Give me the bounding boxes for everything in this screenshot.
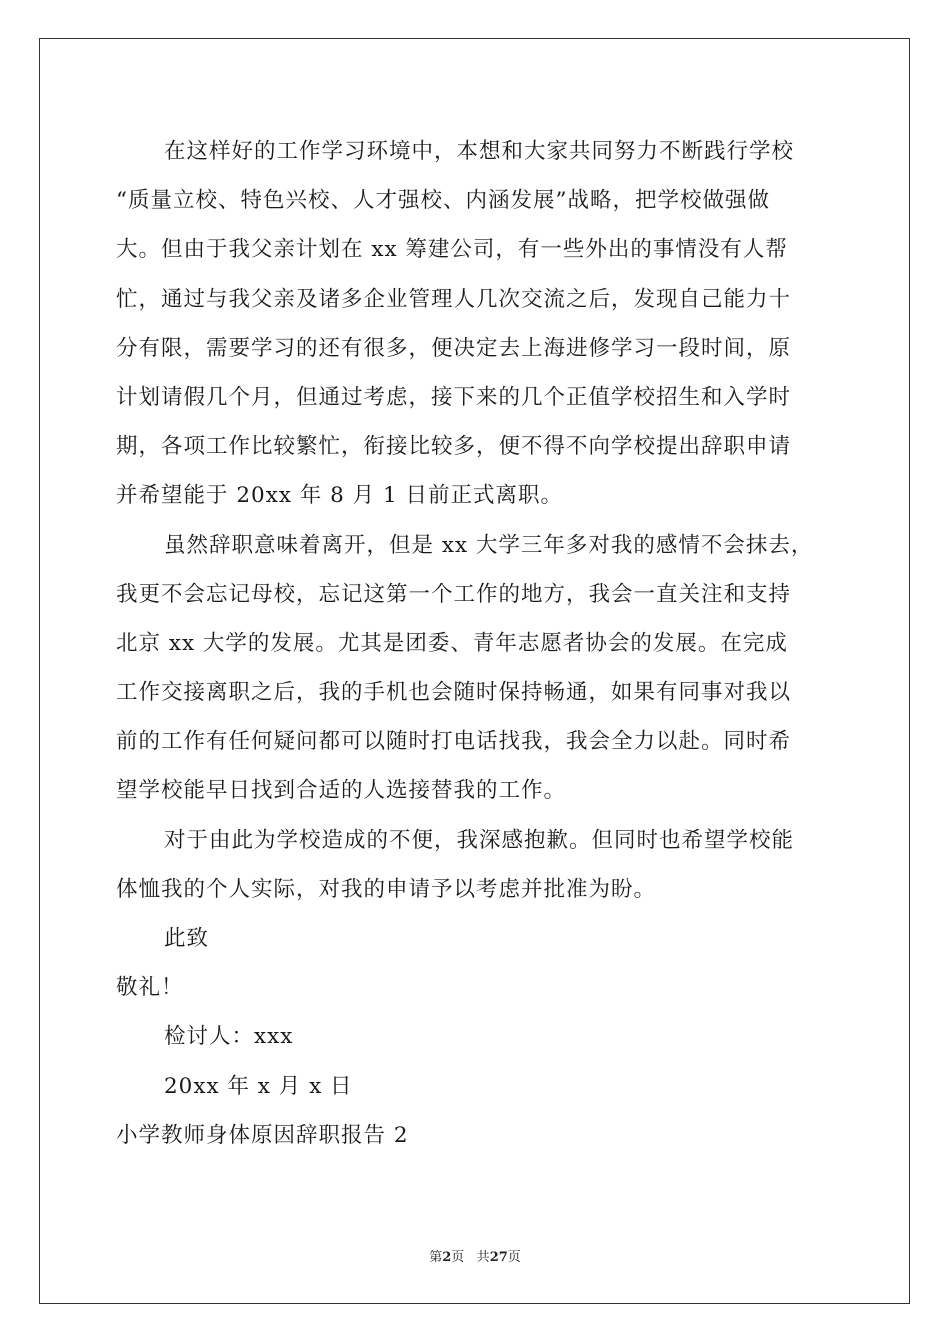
document-body: [116, 127, 836, 1160]
paragraph-line: 望学校能早日找到合适的人选接替我的工作。: [116, 778, 567, 804]
paragraph-line: 我更不会忘记母校，忘记这第一个工作的地方，我会一直关注和支持: [116, 581, 792, 607]
paragraph-line: 前的工作有任何疑问都可以随时打电话找我，我会全力以赴。同时希: [116, 729, 792, 755]
total-suffix: 页: [507, 1250, 521, 1265]
paragraph-line: 大。但由于我父亲计划在 xx 筹建公司，有一些外出的事情没有人帮: [116, 237, 788, 263]
closing-salutation: 此致: [164, 926, 210, 951]
signature-line: 检讨人：xxx: [164, 1024, 294, 1050]
paragraph-line: 体恤我的个人实际，对我的申请予以考虑并批准为盼。: [116, 876, 657, 902]
paragraph-line: 计划请假几个月，但通过考虑，接下来的几个正值学校招生和入学时: [116, 384, 792, 410]
page-prefix: 第: [429, 1250, 443, 1265]
total-pages: 27: [489, 1250, 508, 1265]
paragraph-line: 在这样好的工作学习环境中，本想和大家共同努力不断践行学校: [164, 139, 795, 164]
total-prefix: 共: [476, 1250, 490, 1265]
section-heading: 小学教师身体原因辞职报告 2: [116, 1122, 409, 1148]
page-number: 2: [442, 1250, 452, 1265]
paragraph-line: “质量立校、特色兴校、人才强校、内涵发展”战略，把学校做强做: [116, 188, 770, 214]
paragraph-line: 对于由此为学校造成的不便，我深感抱歉。但同时也希望学校能: [164, 827, 795, 853]
paragraph-line: 工作交接离职之后，我的手机也会随时保持畅通，如果有同事对我以: [116, 680, 792, 706]
closing-regards: 敬礼！: [116, 975, 184, 1001]
paragraph-line: 虽然辞职意味着离开，但是 xx 大学三年多对我的感情不会抹去，: [164, 532, 814, 558]
page-suffix: 页: [451, 1250, 465, 1265]
date-line: 20xx 年 x 月 x 日: [164, 1073, 353, 1099]
paragraph-line: 分有限，需要学习的还有很多，便决定去上海进修学习一段时间，原: [116, 335, 792, 361]
page-footer: [0, 1246, 950, 1265]
paragraph-line: 并希望能于 20xx 年 8 月 1 日前正式离职。: [116, 483, 563, 509]
paragraph-line: 忙，通过与我父亲及诸多企业管理人几次交流之后，发现自己能力十: [116, 286, 792, 312]
paragraph-line: 北京 xx 大学的发展。尤其是团委、青年志愿者协会的发展。在完成: [116, 630, 788, 656]
paragraph-line: 期，各项工作比较繁忙，衔接比较多，便不得不向学校提出辞职申请: [116, 434, 792, 460]
